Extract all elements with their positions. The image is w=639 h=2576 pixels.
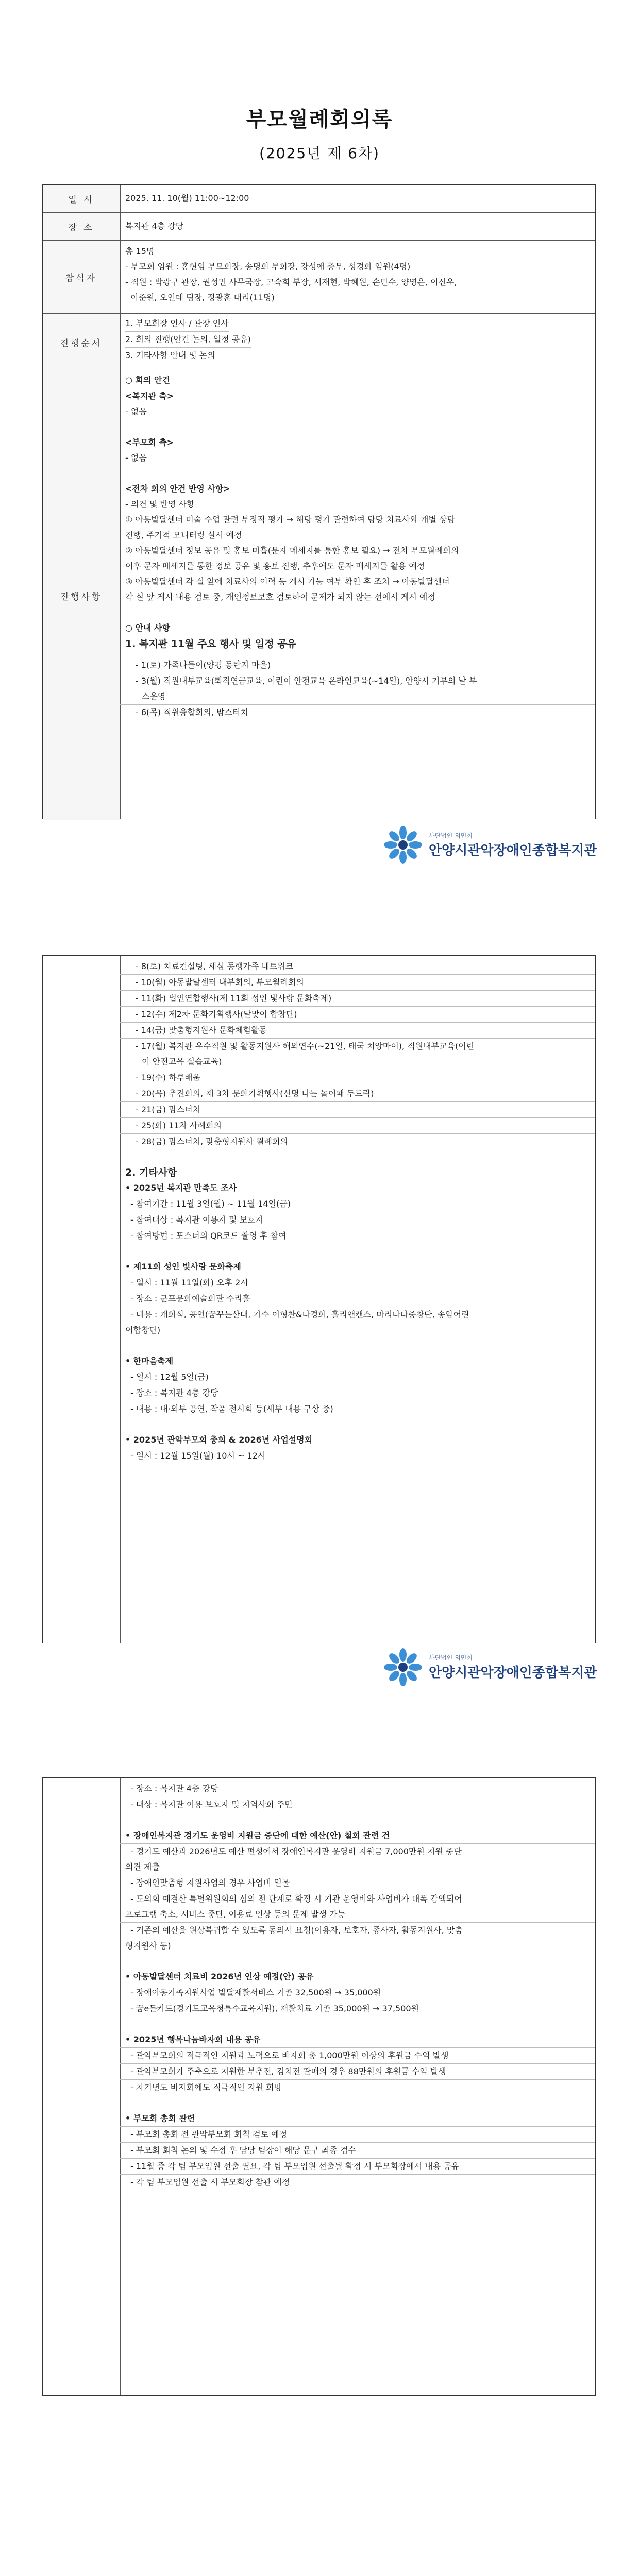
general-line: - 부모회 총회 전 관악부모회 회칙 검토 예정	[130, 2129, 288, 2139]
schedule-item: - 17(월) 복지관 우수직원 및 활동지원사 해외연수(~21일, 태국 치앙마이), 직원내부교육(어린	[136, 1041, 475, 1051]
date-label: 일 시	[43, 185, 120, 213]
order-line: 2. 회의 진행(안건 논의, 일정 공유)	[125, 332, 251, 348]
prev-line: ③ 아동발달센터 각 실 앞에 치료사의 이력 등 게시 가능 여부 확인 후 조치 → 아동발달센터	[125, 577, 450, 586]
page2-content	[120, 956, 595, 1644]
parent-heading: <부모회 측>	[125, 437, 174, 447]
notice-heading: ○ 안내 사항	[125, 623, 170, 633]
order-line: 1. 부모회장 인사 / 관장 인사	[125, 316, 229, 332]
budget-line: - 도의회 예결산 특별위원회의 심의 전 단계로 확정 시 기관 운영비와 사업비가 대폭 감액되어	[130, 1894, 462, 1904]
budget-line: 의견 제출	[125, 1862, 160, 1872]
attendees-value	[120, 241, 595, 314]
schedule-item: - 12(수) 제2차 문화기획행사(달맞이 합창단)	[136, 1009, 297, 1019]
etc-heading: 2. 기타사항	[125, 1167, 177, 1178]
logo-flower-icon	[382, 824, 424, 866]
schedule-item: - 6(목) 직원융합회의, 맘스터치	[136, 707, 248, 717]
meeting-line: - 일시 : 12월 15일(월) 10시 ~ 12시	[130, 1451, 266, 1461]
general-line: - 각 팀 부모임원 선출 시 부모회장 참관 예정	[130, 2177, 290, 2187]
meeting-line: - 대상 : 복지관 이용 보호자 및 지역사회 주민	[130, 1800, 293, 1809]
order-line: 3. 기타사항 안내 및 논의	[125, 350, 215, 360]
logo-flower-icon	[382, 1647, 424, 1688]
prev-line: ② 아동발달센터 정보 공유 및 홍보 미흡(문자 메세지를 통한 홍보 필요) → 전차 부모월례회의	[125, 546, 459, 555]
welfare-none: - 없음	[125, 406, 147, 416]
survey-line: - 참여대상 : 복지관 이용자 및 보호자	[130, 1215, 264, 1225]
meeting-heading: • 2025년 관악부모회 총회 & 2026년 사업설명회	[125, 1435, 313, 1445]
budget-line: - 기존의 예산을 원상복귀할 수 있도록 동의서 요청(이용자, 보호자, 종사자, 활동지원사, 맞춤	[130, 1925, 463, 1935]
page-subtitle: (2025년 제 6차)	[259, 145, 380, 162]
schedule-item: - 19(수) 하루배움	[136, 1073, 201, 1082]
schedule-item: 스운영	[142, 691, 166, 701]
prev-line: ① 아동발달센터 미술 수업 관련 부정적 평가 → 해당 평가 관련하여 담당 치료사와 개별 상담	[125, 515, 455, 524]
footer-logo	[382, 824, 599, 866]
meeting-line: - 장소 : 복지관 4층 강당	[130, 1784, 218, 1793]
general-heading: • 부모회 총회 관련	[125, 2113, 195, 2123]
schedule-item: - 10(월) 아동발달센터 내부회의, 부모월례회의	[136, 977, 304, 987]
order-value	[120, 314, 595, 371]
proceed-value	[120, 371, 595, 820]
prev-heading: <전차 회의 안건 반영 사항>	[125, 484, 230, 494]
welfare-heading: <복지관 측>	[125, 391, 174, 401]
budget-line: 형지원사 등)	[125, 1941, 171, 1951]
schedule-item: - 20(목) 추진회의, 제 3차 문화기획행사(신명 나는 놀이패 두드락)	[136, 1089, 374, 1098]
schedule-heading: 1. 복지관 11월 주요 행사 및 일정 공유	[125, 638, 296, 650]
attendees-line: - 직원 : 박광구 관장, 권성민 사무국장, 고숙희 부장, 서재현, 박혜원, 손민수, 양영은, 이신우,	[125, 277, 457, 287]
order-label: 진행순서	[43, 314, 120, 371]
budget-heading: • 장애인복지관 경기도 운영비 지원금 중단에 대한 예산(안) 철회 관련 건	[125, 1831, 390, 1840]
budget-line: - 장애인맞춤형 지원사업의 경우 사업비 일몰	[130, 1878, 290, 1888]
prev-line: 각 실 앞 게시 내용 검토 중, 개인정보보호 검토하여 문제가 되지 않는 선에서 게시 예정	[125, 592, 435, 602]
schedule-item: - 21(금) 맘스터치	[136, 1105, 201, 1114]
parent-none: - 없음	[125, 453, 147, 463]
logo-main-text: 안양시관악장애인종합복지관	[429, 843, 597, 858]
logo-small-text: 사단법인 외민회	[429, 832, 473, 839]
therapy-line: - 장애아동가족지원사업 발달재활서비스 기존 32,500원 → 35,000원	[130, 1988, 381, 1997]
page3-content	[120, 1778, 595, 2396]
page-title: 부모월례회의록	[246, 108, 393, 131]
festival-line: 이합창단)	[125, 1325, 161, 1335]
share-line: - 관악부모회가 주축으로 지원한 부추전, 김치전 판매의 경우 88만원의 후원금 수익 발생	[130, 2066, 446, 2076]
schedule-item: - 28(금) 맘스터치, 맞춤형지원사 월례회의	[136, 1137, 288, 1146]
share-line: - 차기년도 바자회에도 적극적인 지원 희망	[130, 2082, 282, 2092]
date-value: 2025. 11. 10(월) 11:00~12:00	[120, 185, 595, 213]
bazaar-heading: • 한마음축제	[125, 1356, 174, 1366]
prev-line: 이후 문자 메세지를 통한 정보 공유 및 홍보 진행, 추후에도 문자 메세지를 활용 예정	[125, 561, 425, 571]
logo-main-text: 안양시관악장애인종합복지관	[429, 1665, 597, 1681]
footer-logo	[382, 1647, 599, 1688]
prev-line: - 의견 및 반영 사항	[125, 499, 195, 509]
schedule-item: 이 안전교육 실습교육)	[142, 1057, 222, 1066]
survey-line: - 참여기간 : 11월 3일(월) ~ 11월 14일(금)	[130, 1199, 291, 1209]
bazaar-line: - 장소 : 복지관 4층 강당	[130, 1388, 218, 1398]
prev-line: 진행, 주기적 모니터링 실시 예정	[125, 530, 242, 540]
budget-line: 프로그램 축소, 서비스 중단, 이용료 인상 등의 문제 발생 가능	[125, 1909, 345, 1919]
festival-line: - 장소 : 군포문화예술회관 수리홀	[130, 1294, 250, 1303]
proceed-label: 진행사항	[43, 371, 120, 820]
share-line: - 관악부모회의 적극적인 지원과 노력으로 바자회 총 1,000만원 이상의 후원금 수익 발생	[130, 2050, 449, 2060]
schedule-item: - 8(토) 치료컨설팅, 세심 동행가족 네트워크	[136, 961, 294, 971]
schedule-item: - 14(금) 맞춤형지원사 문화체험활동	[136, 1025, 267, 1035]
bazaar-line: - 내용 : 내·외부 공연, 작품 전시회 등(세부 내용 구상 중)	[130, 1404, 333, 1414]
place-value: 복지관 4층 강당	[120, 213, 595, 241]
minutes-table-page1	[42, 184, 596, 819]
agenda-heading: ○ 회의 안건	[125, 375, 170, 385]
attendees-label: 참석자	[43, 241, 120, 314]
schedule-item: - 1(토) 가족나들이(양평 동탄지 마을)	[136, 660, 271, 670]
budget-line: - 경기도 예산과 2026년도 예산 편성에서 장애인복지관 운영비 지원금 7,000만원 지원 중단	[130, 1846, 462, 1856]
attendees-line: 총 15명	[125, 246, 155, 256]
schedule-item: - 25(화) 11차 사례회의	[136, 1121, 222, 1130]
general-line: - 11월 중 각 팀 부모임원 선출 필요, 각 팀 부모임원 선출될 확정 시 부모회장에서 내용 공유	[130, 2161, 460, 2171]
therapy-line: - 꿈e든카드(경기도교육청특수교육지원), 재활치료 기존 35,000원 → 37,500원	[130, 2004, 419, 2013]
logo-small-text: 사단법인 외민회	[429, 1654, 473, 1662]
therapy-heading: • 아동발달센터 치료비 2026년 인상 예정(안) 공유	[125, 1972, 314, 1981]
survey-heading: • 2025년 복지관 만족도 조사	[125, 1183, 237, 1193]
festival-heading: • 제11회 성인 빛사랑 문화축제	[125, 1262, 241, 1272]
minutes-table-page3	[42, 1777, 596, 2396]
share-heading: • 2025년 행복나눔바자회 내용 공유	[125, 2035, 261, 2044]
festival-line: - 내용 : 개회식, 공연(꿈꾸는산대, 가수 이형찬&나경화, 홀리앤캔스, 마리나다중창단, 송암어린	[130, 1310, 469, 1319]
place-label: 장 소	[43, 213, 120, 241]
schedule-item: - 11(화) 법인연합행사(제 11회 성인 빛사랑 문화축제)	[136, 993, 332, 1003]
attendees-line: - 부모회 임원 : 홍현임 부모회장, 송명희 부회장, 강성애 총무, 성경화 임원(4명)	[125, 262, 411, 272]
schedule-item: - 3(월) 직원내부교육(퇴직연금교육, 어린이 안전교육 온라인교육(~14일), 안양시 기부의 날 부	[136, 676, 477, 686]
festival-line: - 일시 : 11월 11일(화) 오후 2시	[130, 1278, 248, 1287]
minutes-table-page2	[42, 955, 596, 1643]
survey-line: - 참여방법 : 포스터의 QR코드 촬영 후 참여	[130, 1231, 287, 1241]
general-line: - 부모회 회칙 논의 및 수정 후 담당 팀장이 해당 문구 최종 검수	[130, 2145, 356, 2155]
bazaar-line: - 일시 : 12월 5일(금)	[130, 1372, 209, 1382]
attendees-line: 이준원, 오인데 팀장, 정광훈 대리(11명)	[130, 293, 275, 302]
